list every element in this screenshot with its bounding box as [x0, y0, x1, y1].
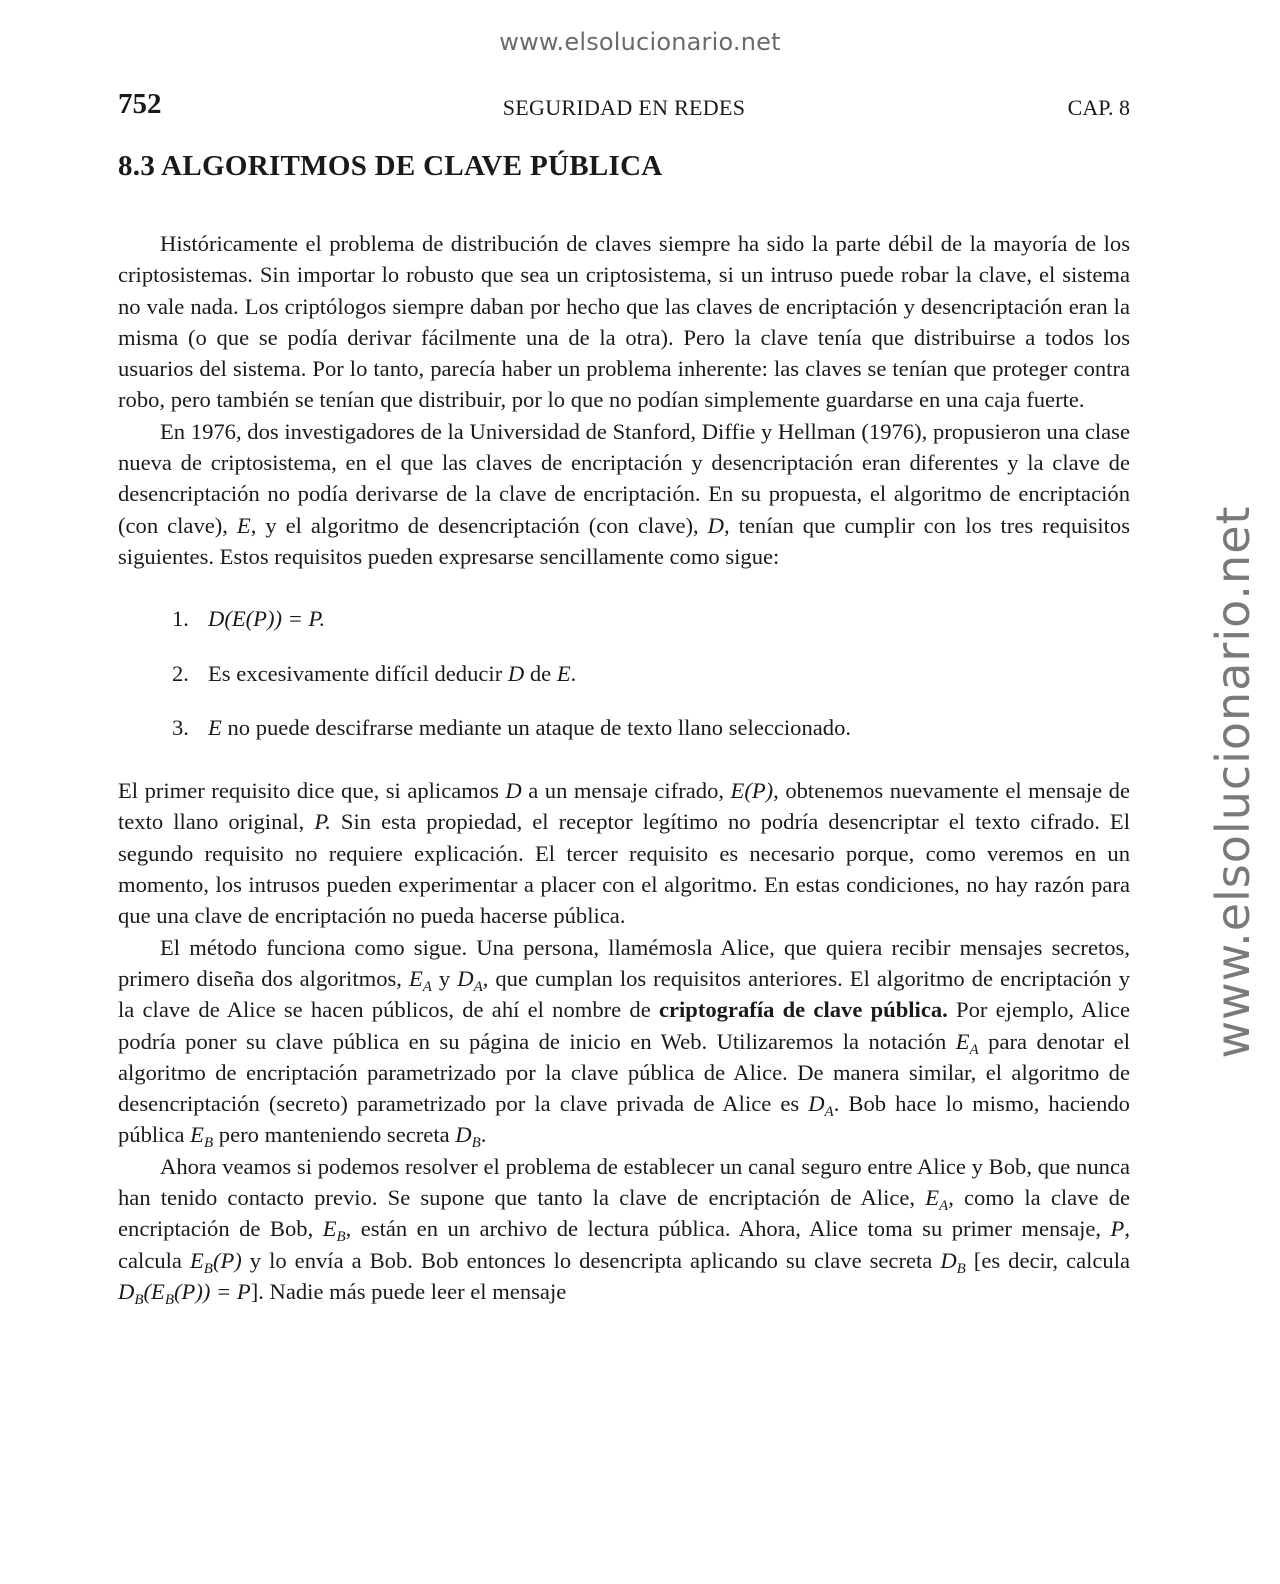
p4-sub-a2: A — [473, 978, 483, 995]
p4-var-e3: E — [190, 1122, 204, 1148]
p5-expr-p: (P) — [212, 1247, 242, 1273]
p5-text-j: y lo envía a Bob. Bob entonces lo desencripta aplicando su clave secreta — [241, 1247, 941, 1273]
p4-sub-a: A — [422, 978, 432, 995]
req3-text-b: no puede descifrarse mediante un ataque de texto llano seleccionado. — [221, 714, 852, 740]
chapter-reference: CAP. 8 — [1067, 95, 1130, 120]
requirement-3 — [172, 712, 1130, 743]
req3-var-e: E — [208, 714, 222, 740]
p4-sub-a3: A — [969, 1041, 979, 1058]
p5-sub-b2: B — [203, 1260, 213, 1277]
p5-text-g: , calcula — [118, 1216, 1130, 1273]
p2-text-e: , tenían que cumplir con los tres requisitos siguientes. Estos requisitos pueden expresarse sencillamente como sigue: — [118, 512, 1130, 569]
p3-text-g: Sin esta propiedad, el receptor legítimo no podría desencriptar el texto cifrado. El segundo requisito no requiere explicación. El tercer requisito es necesario porque, como veremos en un momento, los intrusos pueden experimentar a placer con el algoritmo. En estas condiciones, no hay razón para que una clave de encriptación no pueda hacerse pública. — [118, 809, 1130, 929]
p4-text-g: Por ejemplo, Alice podría poner su clave pública en su página de inicio en Web. Utilizaremos la notación — [118, 997, 1130, 1054]
requirement-1 — [172, 603, 1130, 634]
watermark-side-text: www.elsolucionario.net — [1206, 505, 1260, 1059]
p5-text-p: ]. Nadie más puede leer el mensaje — [250, 1278, 567, 1304]
requirement-1-formula: D(E(P)) = P. — [208, 606, 326, 632]
p5-expr-result: (P)) = P — [174, 1278, 251, 1304]
p2-var-d: D — [707, 512, 724, 538]
p3-expr-ep: E(P) — [730, 778, 774, 804]
p5-var-e2: E — [322, 1216, 337, 1242]
p5-var-p: P — [1110, 1216, 1125, 1242]
paragraph-1: Históricamente el problema de distribución de claves siempre ha sido la parte débil de la mayoría de los criptosistemas. Sin importar lo robusto que sea un criptosistema, si un intruso puede robar la clave, el sistema no vale nada. Los criptólogos siempre daban por hecho que las claves de encriptación y desencriptación eran la misma (o que se podía derivar fácilmente una de la otra). Pero la clave tenía que distribuirse a todos los usuarios del sistema. Por lo tanto, parecía haber un problema inherente: las claves se tenían que proteger contra robo, pero también se tenían que distribuir, por lo que no podían simplemente guardarse en una caja fuerte. — [118, 231, 1130, 413]
p4-text-k: . Bob hace lo mismo, haciendo pública — [118, 1091, 1130, 1148]
section-heading: 8.3 ALGORITMOS DE CLAVE PÚBLICA — [118, 150, 663, 182]
p5-sub-b5: B — [164, 1291, 174, 1308]
requirements-list — [118, 603, 1130, 743]
requirement-2-number: 2. — [172, 660, 189, 686]
p4-var-e: E — [408, 965, 423, 991]
p3-text-a: El primer requisito dice que, si aplicamos — [118, 778, 506, 804]
p5-sub-b3: B — [956, 1260, 966, 1277]
p5-sub-a: A — [939, 1198, 949, 1215]
p5-text-a: Ahora veamos si podemos resolver el problema de establecer un canal seguro entre Alice y Bob, que nunca han tenido contacto previo. Se supone que tanto la clave de encriptación de Alice, — [118, 1153, 1130, 1211]
running-header — [118, 88, 1130, 124]
paragraph-3 — [118, 775, 1130, 931]
p2-text-a: En 1976, dos investigadores de la Universidad de Stanford, Diffie y Hellman (1976), propusieron una clase nueva de criptosistema, en el que las claves de encriptación y desencriptación eran diferentes y la clave de desencriptación no podía derivarse de la clave de encriptación. En su propuesta, el algoritmo de encriptación (con clave), — [118, 418, 1130, 538]
req2-var-e: E — [556, 660, 571, 686]
req2-text-a: Es excesivamente difícil deducir — [208, 660, 508, 686]
req2-text-e: . — [570, 660, 577, 686]
p3-text-e: , obtenemos nuevamente el mensaje de texto llano original, — [118, 778, 1130, 835]
p4-var-d2: D — [808, 1091, 825, 1117]
p4-term-public-key: criptografía de clave pública. — [658, 997, 948, 1023]
p5-var-e: E — [925, 1185, 940, 1211]
paragraph-2 — [118, 416, 1130, 572]
p5-sub-b4: B — [134, 1291, 144, 1308]
req2-text-c: de — [524, 660, 557, 686]
p4-text-e: , que cumplan los requisitos anteriores. El algoritmo de encriptación y la clave de Alice se hacen públicos, de ahí el nombre de — [118, 965, 1130, 1023]
p4-var-d3: D — [455, 1122, 472, 1148]
body-text — [118, 228, 1130, 1307]
p4-text-o: . — [480, 1122, 487, 1148]
p4-var-d: D — [457, 965, 474, 991]
p3-var-p: P. — [314, 809, 331, 835]
page-number: 752 — [118, 88, 162, 120]
p5-expr-e: (E — [143, 1278, 165, 1304]
p2-var-e: E — [236, 512, 251, 538]
requirement-2 — [172, 658, 1130, 689]
p5-var-d: D — [940, 1247, 957, 1273]
p5-text-e: , están en un archivo de lectura pública. Ahora, Alice toma su primer mensaje, — [345, 1216, 1111, 1242]
p5-text-l: [es decir, calcula — [965, 1247, 1131, 1273]
p3-var-d: D — [505, 778, 522, 804]
p4-sub-a4: A — [824, 1104, 834, 1121]
req2-var-d: D — [507, 660, 525, 686]
requirement-1-number: 1. — [172, 606, 189, 632]
p4-sub-b2: B — [471, 1135, 481, 1152]
p5-var-e3: E — [189, 1247, 204, 1273]
p5-var-d2: D — [118, 1278, 135, 1304]
watermark-top: www.elsolucionario.net — [499, 28, 781, 56]
chapter-title: SEGURIDAD EN REDES — [502, 95, 746, 120]
p4-text-m: pero manteniendo secreta — [213, 1122, 456, 1148]
p4-var-e2: E — [955, 1028, 970, 1054]
p5-text-c: , como la clave de encriptación de Bob, — [118, 1185, 1130, 1242]
p4-sub-b: B — [203, 1135, 214, 1152]
paragraph-5 — [118, 1151, 1130, 1307]
p2-text-c: , y el algoritmo de desencriptación (con clave), — [250, 512, 708, 538]
paragraph-4 — [118, 932, 1130, 1151]
p3-text-c: a un mensaje cifrado, — [521, 778, 731, 804]
p4-text-c: y — [431, 965, 458, 991]
requirement-3-number: 3. — [172, 714, 189, 740]
p4-text-a: El método funciona como sigue. Una persona, llamémosla Alice, que quiera recibir mensajes secretos, primero diseña dos algoritmos, — [118, 934, 1130, 991]
p5-sub-b: B — [336, 1229, 346, 1246]
p4-text-i: para denotar el algoritmo de encriptación parametrizado por la clave pública de Alice. De manera similar, el algoritmo de desencriptación (secreto) parametrizado por la clave privada de Alice es — [118, 1028, 1130, 1117]
